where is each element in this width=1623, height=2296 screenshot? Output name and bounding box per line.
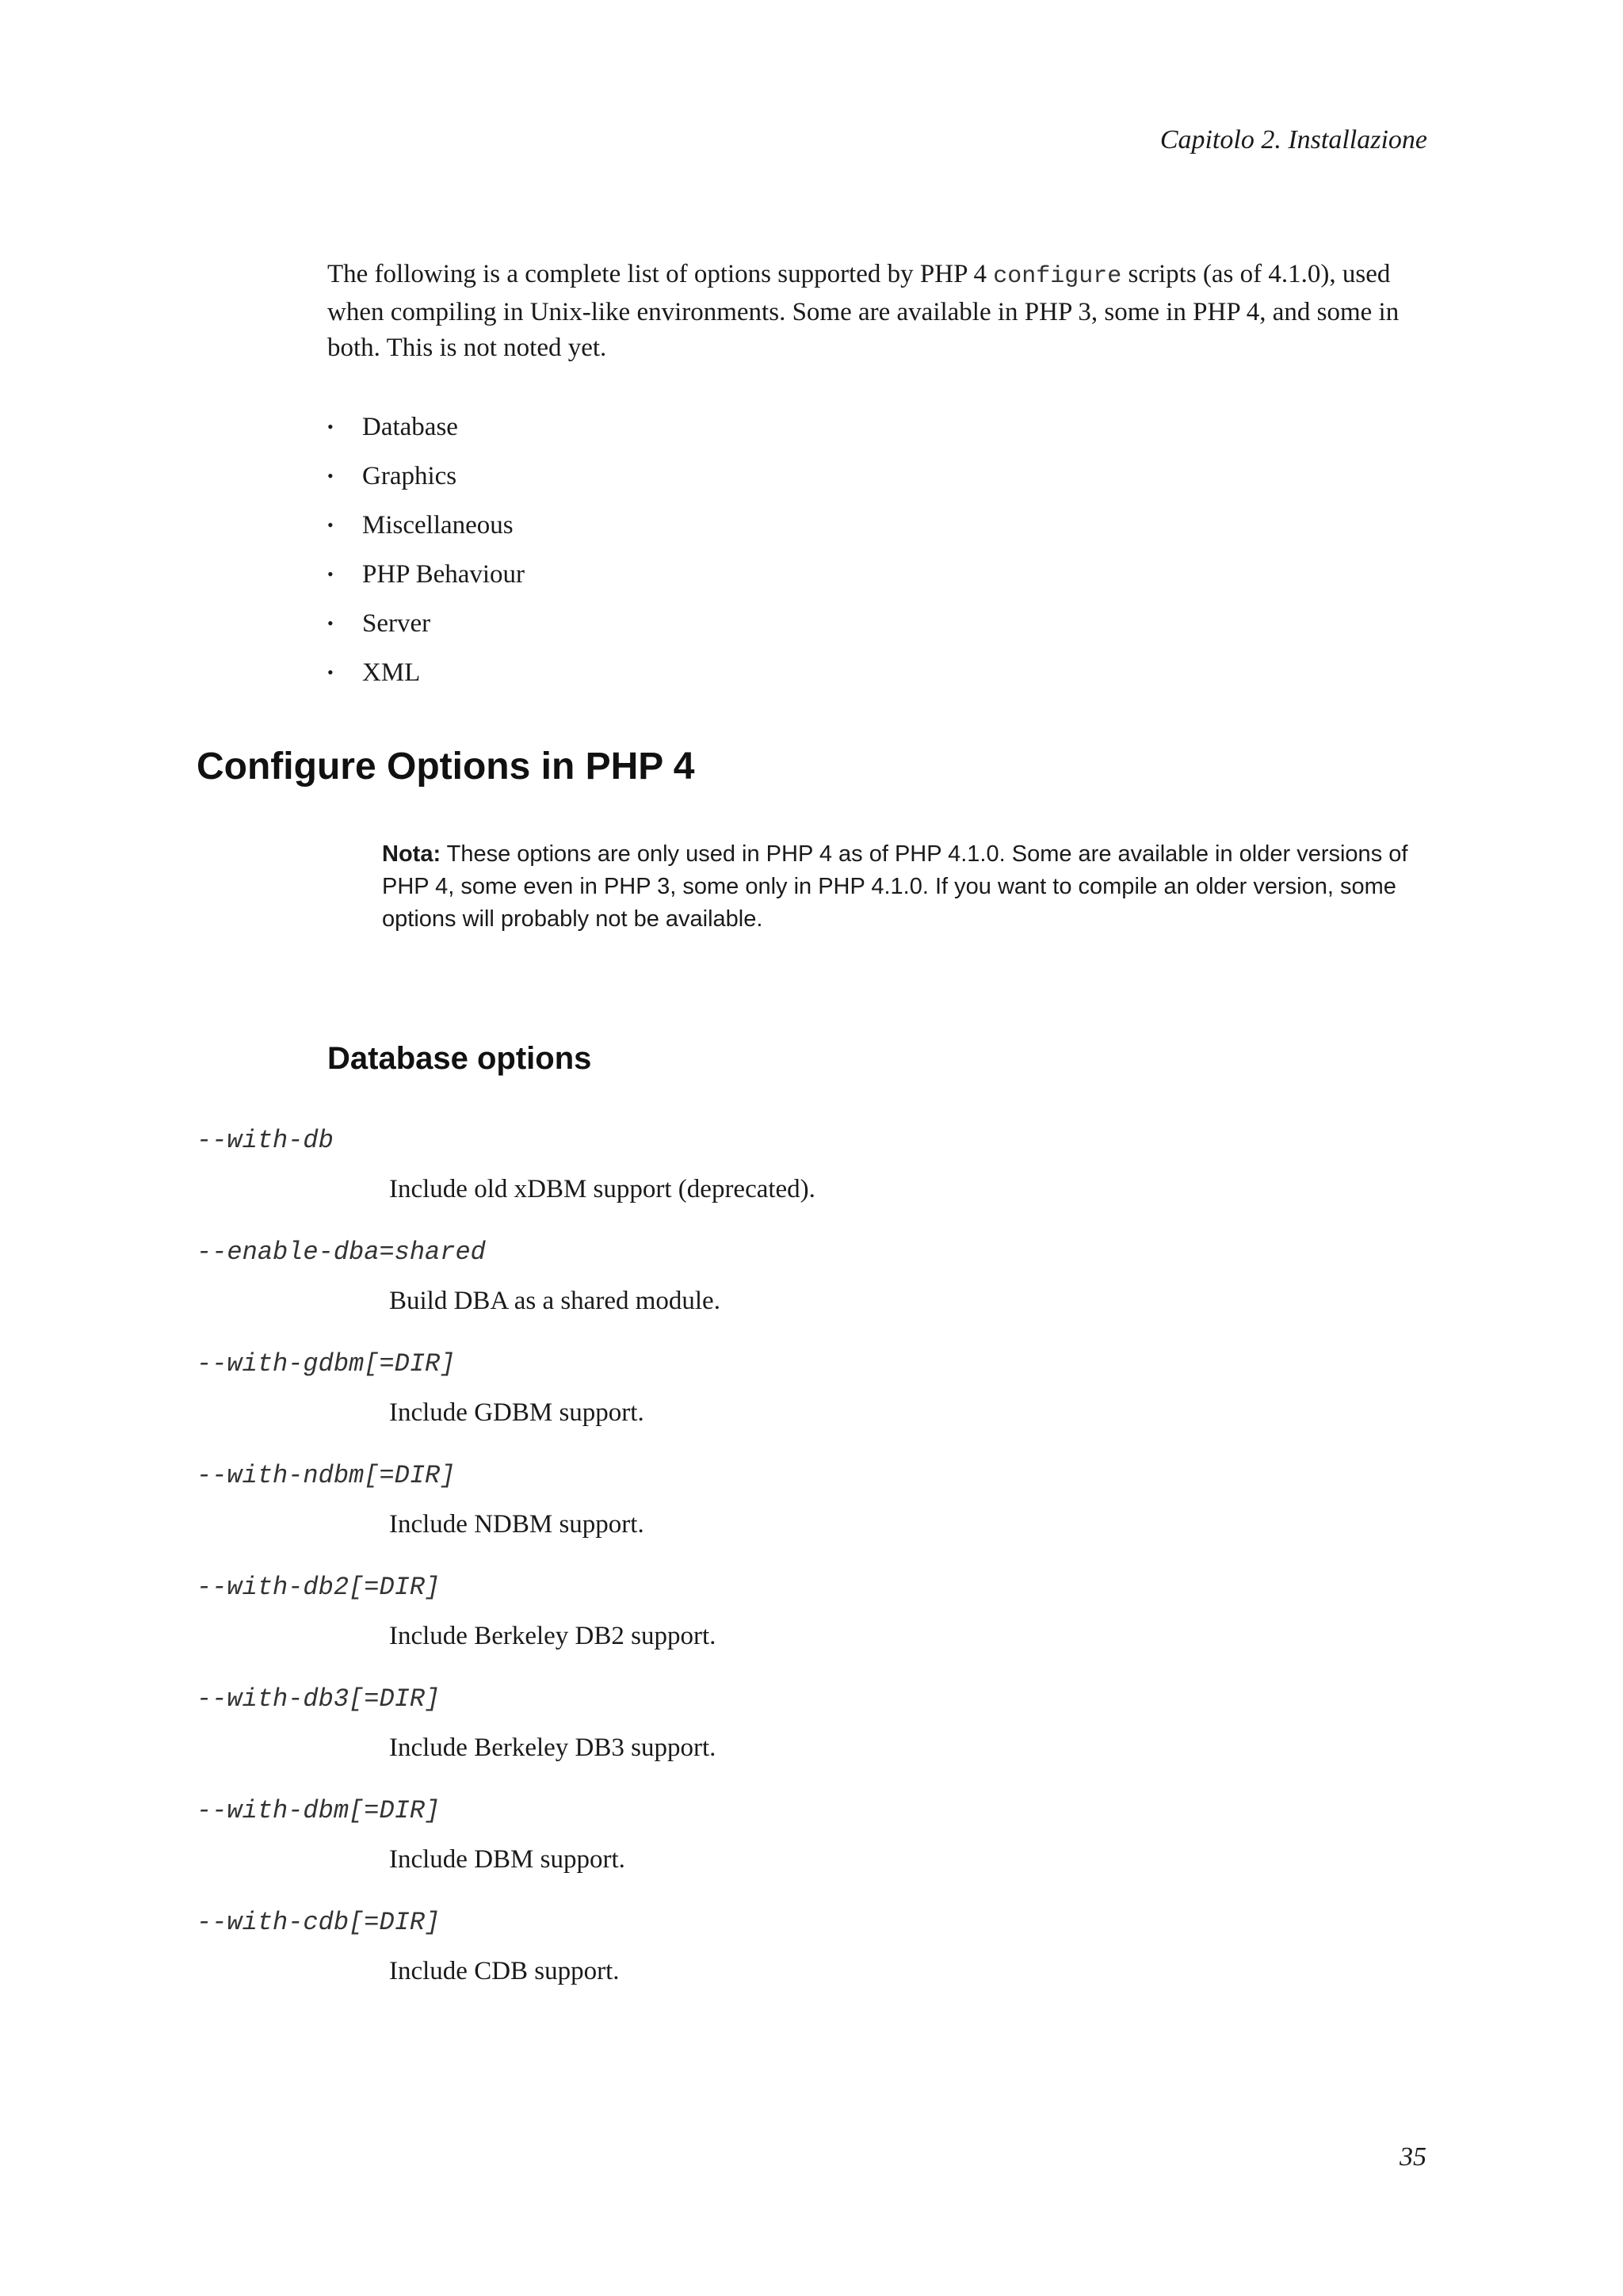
option-name: --with-dbm[=DIR] [197,1796,441,1825]
option-entry [197,1460,1433,1572]
option-name: --enable-dba=shared [197,1238,486,1267]
note-block [382,838,1444,936]
option-name: --with-db3[=DIR] [197,1684,441,1714]
option-name: --with-cdb[=DIR] [197,1908,441,1937]
bullet-icon: • [327,417,334,437]
subsection-title: Database options [327,1041,592,1076]
option-entry [197,1795,1433,1907]
option-description: Include GDBM support. [389,1398,644,1427]
option-entry [197,1684,1433,1795]
list-item [327,648,525,697]
list-item [327,550,525,599]
options-list [197,1125,1433,2019]
option-description: Include CDB support. [389,1957,620,1985]
bullet-icon: • [327,515,334,535]
topic-label: PHP Behaviour [362,560,525,589]
list-item [327,599,525,648]
topic-label: Database [362,413,458,441]
option-description: Include old xDBM support (deprecated). [389,1175,815,1203]
list-item [327,402,525,452]
note-label: Nota: [382,841,441,867]
list-item [327,501,525,550]
topic-label: Server [362,609,431,638]
option-description: Include Berkeley DB2 support. [389,1622,716,1650]
option-entry [197,1125,1433,1237]
bullet-icon: • [327,662,334,682]
configure-code: configure [993,263,1122,290]
option-name: --with-ndbm[=DIR] [197,1461,456,1490]
option-entry [197,1237,1433,1348]
option-entry [197,1572,1433,1684]
option-description: Include DBM support. [389,1845,625,1874]
topic-label: Graphics [362,462,457,490]
topic-list [327,402,525,697]
intro-text-start: The following is a complete list of options supported by PHP 4 [327,260,994,288]
option-name: --with-db2[=DIR] [197,1573,441,1602]
topic-label: XML [362,658,421,687]
option-description: Build DBA as a shared module. [389,1287,720,1315]
option-description: Include NDBM support. [389,1510,644,1539]
bullet-icon: • [327,613,334,633]
intro-paragraph [327,257,1437,366]
bullet-icon: • [327,466,334,486]
running-header: Capitolo 2. Installazione [1159,125,1427,154]
section-title: Configure Options in PHP 4 [197,746,695,788]
option-entry [197,1907,1433,2019]
topic-label: Miscellaneous [362,511,514,540]
intro-text-end: scripts (as of 4.1.0), used when compiling in Unix-like environments. Some are available in PHP 3, some in PHP 4, and some in both. This is not noted yet. [327,260,1400,362]
page-number: 35 [1400,2142,1426,2172]
option-name: --with-gdbm[=DIR] [197,1349,456,1379]
option-name: --with-db [197,1126,334,1155]
note-text: These options are only used in PHP 4 as of PHP 4.1.0. Some are available in older versions of PHP 4, some even in PHP 3, some only in PHP 4.1.0. If you want to compile an older version, some options will probably not be available. [382,841,1408,932]
option-description: Include Berkeley DB3 support. [389,1733,716,1762]
list-item [327,452,525,501]
bullet-icon: • [327,564,334,584]
option-entry [197,1348,1433,1460]
